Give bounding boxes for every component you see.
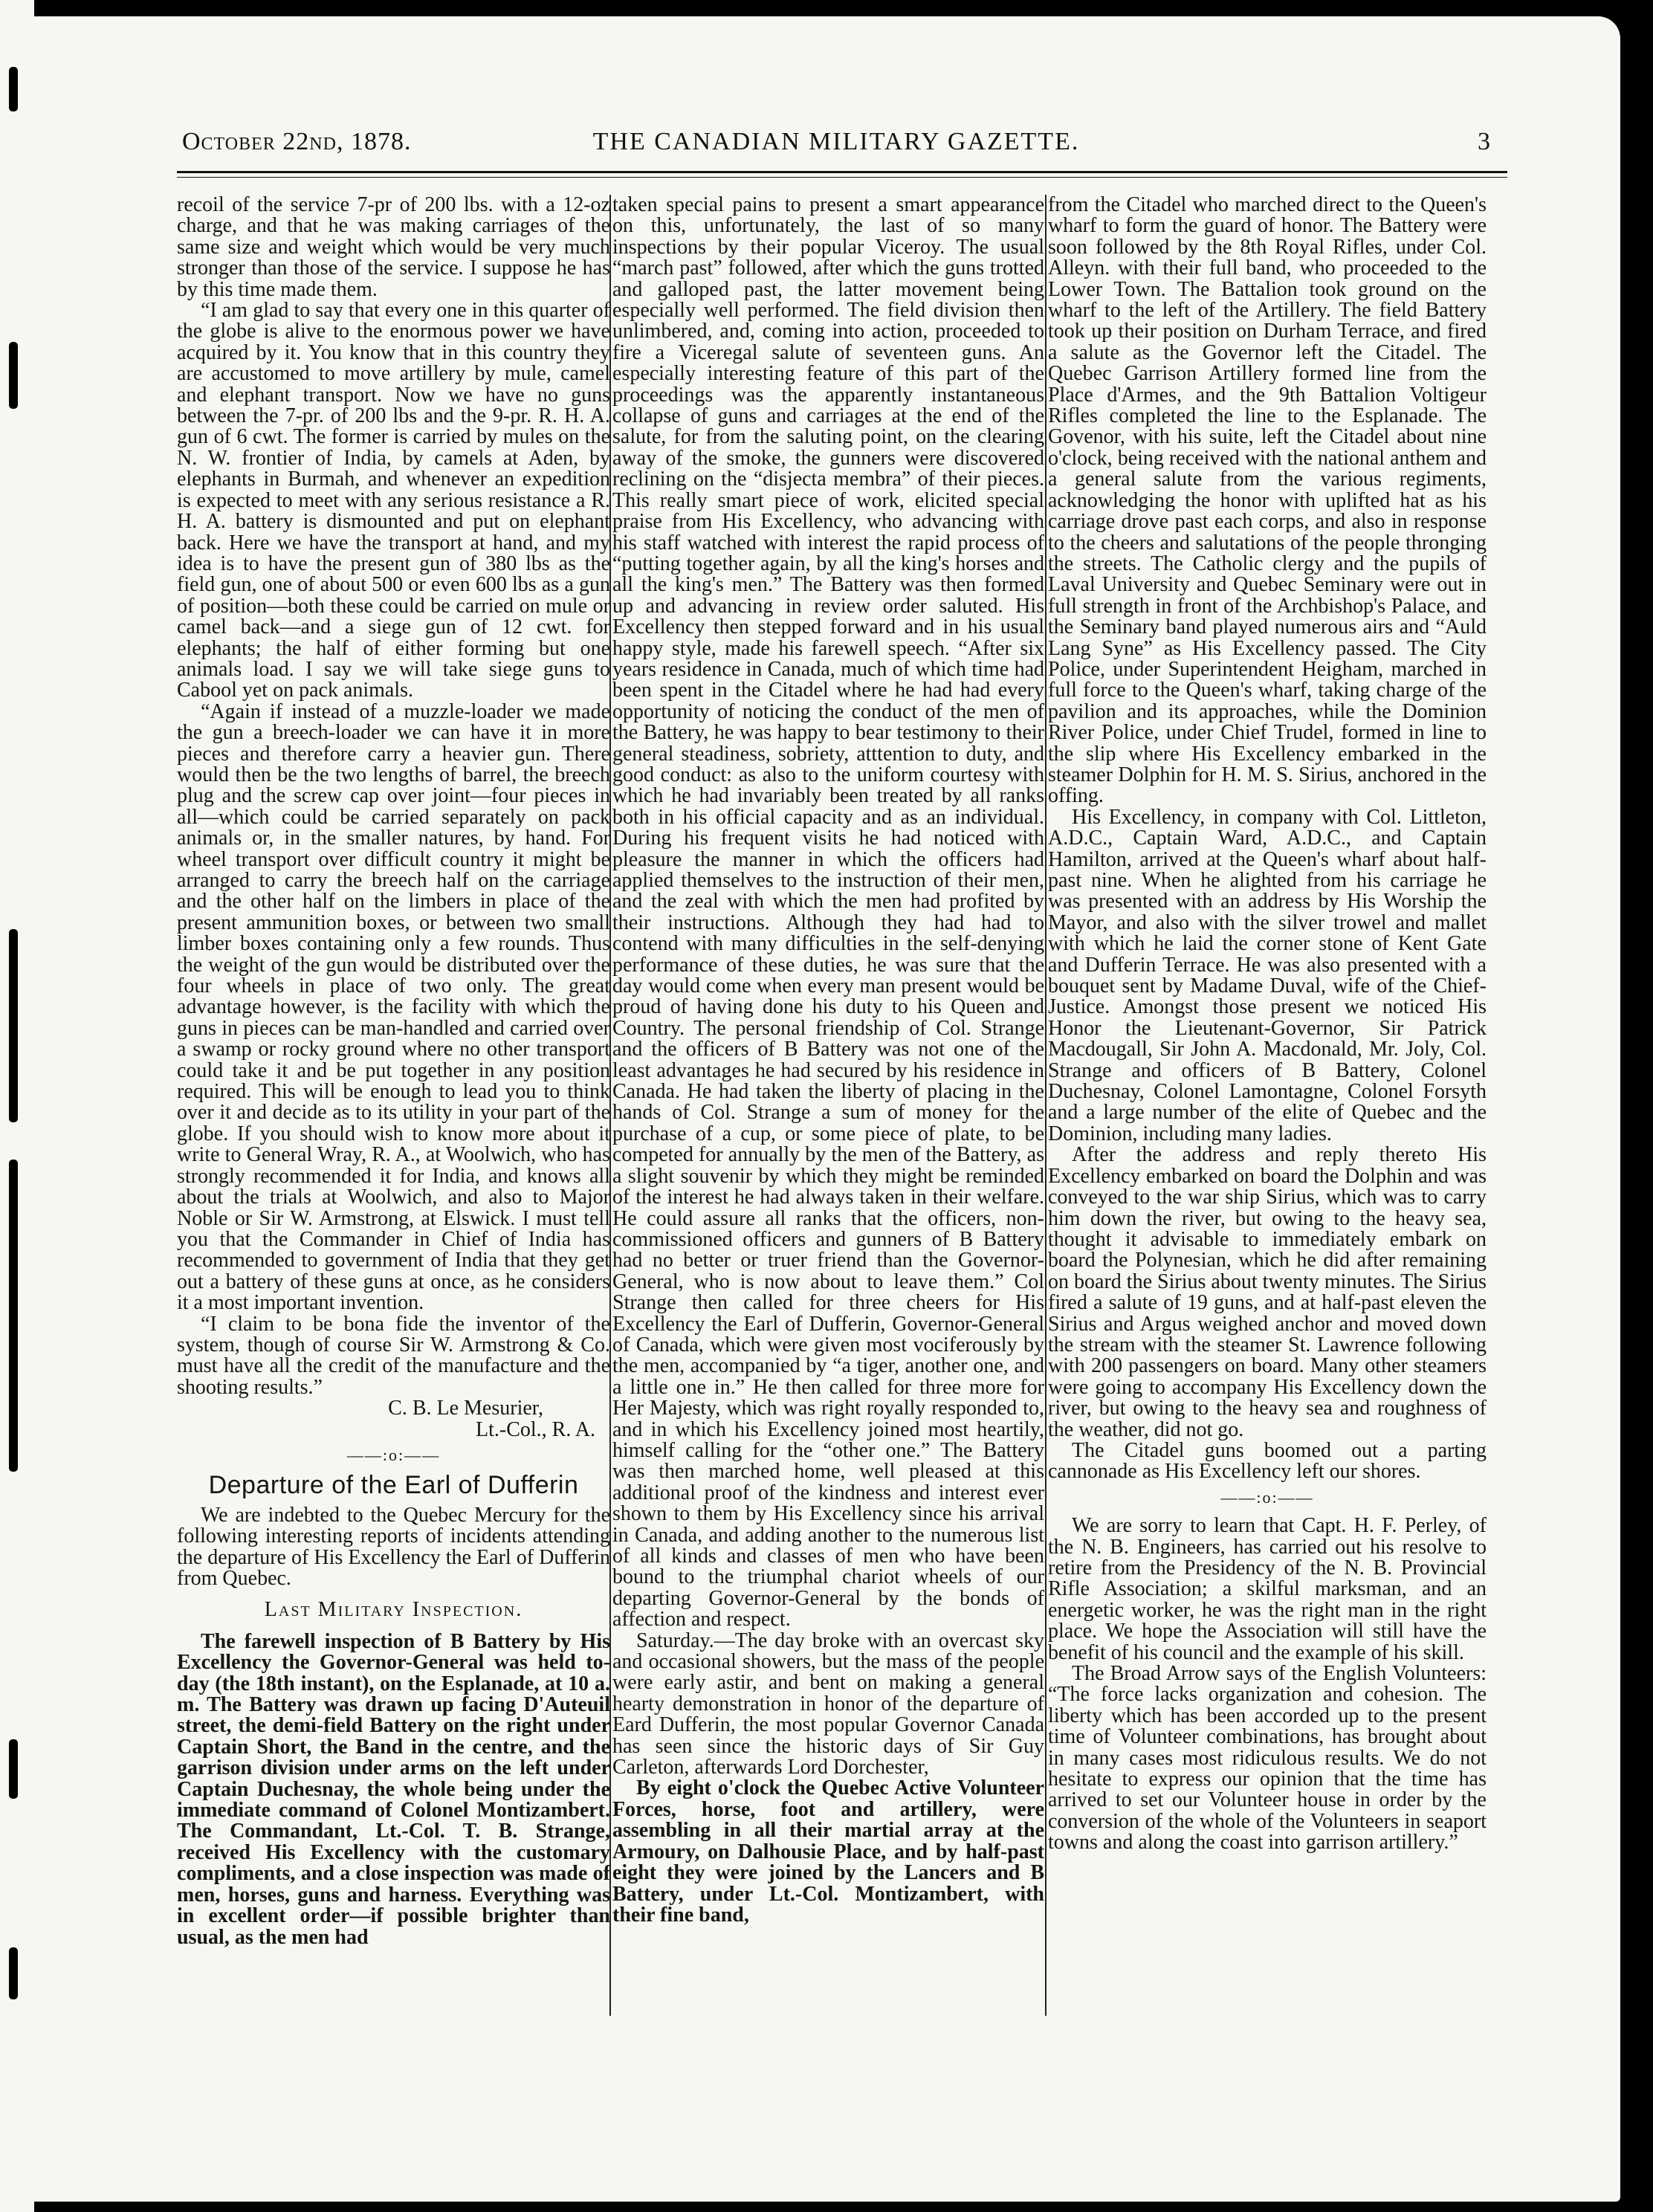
masthead-rule-thick <box>177 171 1507 173</box>
article-paragraph: The Broad Arrow says of the English Volunteers: “The force lacks organization and cohesion. The liberty which has been accorded up to the present time of Volunteer combinations, has brought about in many cases most ridiculous results. We do not hesitate to express our opinion that the time has arrived to set our Volunteer house in order by the conversion of the whole of the Volunteers in seaport towns and along the coast into garrison artillery.” <box>1048 1662 1487 1854</box>
article-paragraph: taken special pains to present a smart appearance on this, unfortunately, the last of so many inspections by their popular Viceroy. The usual “march past” followed, after which the guns trotted and galloped past, the latter movement being especially well performed. The field division then unlimbered, and, coming into action, proceeded to fire a Viceregal salute of seventeen guns. An especially interesting feature of this part of the proceedings was the apparently instantaneous collapse of guns and carriages at the end of the salute, for from the saluting point, on the clearing away of the smoke, the gunners were discovered reclining on the “disjecta membra” of their pieces. This really smart piece of work, elicited special praise from His Excellency, who advancing with his staff watched with interest the rapid process of “putting together again, by all the king's horses and all the king's men.” The Battery was then formed up and advancing in review order saluted. His Excellency then stepped forward and in his usual happy style, made his farewell speech. “After six years residence in Canada, much of which time had been spent in the Citadel where he had had every opportunity of noticing the conduct of the men of the Battery, he was happy to bear testimony to their general steadiness, sobriety, atttention to duty, and good conduct: as also to the uniform courtesy with which he had invariably been treated by all ranks both in his official capacity and as an individual. During his frequent visits he had noticed with pleasure the manner in which the officers had applied themselves to the instruction of their men, and the zeal with which the men had profited by their instructions. Although they had had to contend with many difficulties in the self-denying performance of these duties, he was sure that the day would come when every man present would be proud of having done his duty to his Queen and Country. The personal friendship of Col. Strange and the officers of B Battery was not one of the least advantages he had secured by his residence in Canada. He had taken the liberty of placing in the hands of Col. Strange a sum of money for the purchase of a cup, or some piece of plate, to be competed for annually by the men of the Battery, as a slight souvenir by which they might be reminded of the interest he had always taken in their welfare. He could assure all ranks that the officers, non-commissioned officers and gunners of B Battery had no better or truer friend than the Governor-General, who is now about to leave them.” Col Strange then called for three cheers for His Excellency the Earl of Dufferin, Governor-General of Canada, which were given most vociferously by the men, accompanied by “a tiger, another one, and a little one in.” He then called for three more for Her Majesty, which was right royally responded to, and in which his Excellency joined most heartily, himself calling for the “other one.” The Battery was then marched home, well pleased at this additional proof of the kindness and interest ever shown to them by His Excellency since his arrival in Canada, and adding another to the numerous list of all kinds and classes of men who have been bound to the triumphal chariot wheels of our departing Governor-General by the bonds of affection and respect. <box>612 195 1044 1631</box>
masthead-rule-thin <box>177 177 1507 178</box>
article-paragraph: After the address and reply thereto His Excellency embarked on board the Dolphin and was conveyed to the war ship Sirius, which was to carry him down the river, but owing to the heavy sea, thought it advisable to immediately embark on board the Polynesian, which he did after remaining on board the Sirius about twenty minutes. The Sirius fired a salute of 19 guns, and at half-past eleven the Sirius and Argus weighed anchor and moved down the stream with the steamer St. Lawrence following with 200 passengers on board. Many other steamers were going to accompany His Excellency down the river, but owing to the heavy sea and roughness of the weather, did not go. <box>1048 1143 1487 1441</box>
column-3 <box>1048 195 1487 2031</box>
article-paragraph: Saturday.—The day broke with an overcast sky and occasional showers, but the mass of the people were early astir, and bent on making a general hearty demonstration in honor of the departure of Eard Dufferin, the most popular Governor Canada has seen since the historic days of Sir Guy Carleton, afterwards Lord Dorchester, <box>612 1629 1044 1779</box>
article-paragraph: “Again if instead of a muzzle-loader we made the gun a breech-loader we can have it in more pieces and therefore carry a heavier gun. There would then be the two lengths of barrel, the breech plug and the screw cap over joint—four pieces in all—which could be carried separately on pack animals or, in the smaller natures, by hand. For wheel transport over difficult country it might be arranged to carry the breech half on the carriage and the other half on the limbers in place of the present ammunition boxes, or between two small limber boxes containing only a few rounds. Thus the weight of the gun would be distributed over the four wheels in place of two only. The great advantage however, is the facility with which the guns in pieces can be man-handled and carried over a swamp or rocky ground where no other transport could take it and be put together in any position required. This will be enough to lead you to think over it and decide as to its utility in your part of the globe. If you should wish to know more about it write to General Wray, R. A., at Woolwich, who has strongly recommended it for India, and knows all about the trials at Woolwich, and also to Major Noble or Sir W. Armstrong, at Elswick. I must tell you that the Commander in Chief of India has recommended to government of India that they get out a battery of these guns at once, as he considers it a most important invention. <box>177 699 610 1315</box>
article-subheading: Last Military Inspection. <box>264 1598 523 1622</box>
column-1 <box>177 195 610 2031</box>
binding-mark <box>9 342 18 409</box>
article-paragraph: The Citadel guns boomed out a parting cannonade as His Excellency left our shores. <box>1048 1438 1487 1484</box>
article-paragraph: recoil of the service 7-pr of 200 lbs. with a 12-oz charge, and that he was making carriages of the same size and weight which would be very much stronger than those of the service. I suppose he has by this time made them. <box>177 195 610 301</box>
masthead <box>182 128 1490 165</box>
newspaper-title: THE CANADIAN MILITARY GAZETTE. <box>592 128 1080 155</box>
binding-mark <box>9 929 18 1122</box>
article-paragraph: His Excellency, in company with Col. Littleton, A.D.C., Captain Ward, A.D.C., and Captain Hamilton, arrived at the Queen's wharf about half-past nine. When he alighted from his carriage he was presented with an address by His Worship the Mayor, and also with the silver trowel and mallet with which he laid the corner stone of Kent Gate and Dufferin Terrace. He was also presented with a bouquet sent by Madame Duval, wife of the Chief-Justice. Amongst those present we noticed His Honor the Lieutenant-Governor, Sir Patrick Macdougall, Sir John A. Macdonald, Mr. Joly, Col. Strange and officers of B Battery, Colonel Duchesnay, Colonel Lamontagne, Colonel Forsyth and a large number of the elite of Quebec and the Dominion, including many ladies. <box>1048 805 1487 1145</box>
signature-rank: Lt.-Col., R. A. <box>475 1417 595 1441</box>
article-paragraph: from the Citadel who marched direct to the Queen's wharf to form the guard of honor. The Battery were soon followed by the 8th Royal Rifles, under Col. Alleyn. with their full band, who proceeded to the Lower Town. The Battalion took ground on the wharf to the left of the Artillery. The field Battery took up their position on Durham Terrace, and fired a salute as the Governor left the Citadel. The Quebec Garrison Artillery formed line from the Place d'Armes, and the 9th Battalion Voltigeur Rifles completed the line to the Esplanade. The Govenor, with his suite, left the Citadel about nine o'clock, being received with the national anthem and a general salute from the various regiments, acknowledging the honor with uplifted hat as his carriage drove past each corps, and also in response to the cheers and salutations of the people thronging the streets. The Catholic clergy and the pupils of Laval University and Quebec Seminary were out in full strength in front of the Archbishop's Palace, and the Seminary band played numerous airs and “Auld Lang Syne” as His Excellency passed. The City Police, under Superintendent Heigham, marched in full force to the Queen's wharf, taking charge of the pavilion and its approaches, while the Dominion River Police, under Chief Trudel, formed in line to the slip where His Excellency embarked in the steamer Dolphin for H. M. S. Sirius, anchored in the offing. <box>1048 195 1487 808</box>
section-separator: ——:o:—— <box>346 1445 441 1464</box>
column-2 <box>612 195 1044 2031</box>
section-separator: ——:o:—— <box>1220 1487 1314 1507</box>
signature-name: C. B. Le Mesurier, <box>388 1397 543 1420</box>
scan-edge <box>1620 0 1653 2212</box>
article-intro: We are indebted to the Quebec Mercury for the following interesting reports of incidents attending the departure of His Excellency the Earl of Dufferin from Quebec. <box>177 1503 610 1590</box>
binding-mark <box>9 1739 18 1799</box>
binding-mark <box>9 1947 18 1999</box>
article-heading: Departure of the Earl of Dufferin <box>208 1471 579 1500</box>
article-paragraph: We are sorry to learn that Capt. H. F. Perley, of the N. B. Engineers, has carried out his resolve to retire from the Presidency of the N. B. Provincial Rifle Association; a skilful marksman, and an energetic worker, he was the right man in the right place. We hope the Association will still have the benefit of his council and the example of his skill. <box>1048 1514 1487 1664</box>
binding-mark <box>9 67 18 111</box>
page-number: 3 <box>1478 128 1490 155</box>
issue-date: October 22nd, 1878. <box>182 128 412 155</box>
article-paragraph: “I claim to be bona fide the inventor of the system, though of course Sir W. Armstrong & Co. must have all the credit of the manufacture and the shooting results.” <box>177 1312 610 1399</box>
article-paragraph: The farewell inspection of B Battery by His Excellency the Governor-General was held to-day (the 18th instant), on the Esplanade, at 10 a. m. The Battery was drawn up facing D'Auteuil street, the demi-field Battery on the right under Captain Short, the Band in the centre, and the garrison division under arms on the left under Captain Duchesnay, the whole being under the immediate command of Colonel Montizambert. The Commandant, Lt.-Col. T. B. Strange, received His Excellency with the customary compliments, and a close inspection was made of men, horses, guns and harness. Everything was in excellent order—if possible brighter than usual, as the men had <box>177 1629 610 1949</box>
column-rule <box>1045 195 1047 2016</box>
article-paragraph: “I am glad to say that every one in this quarter of the globe is alive to the enormous power we have acquired by it. You know that in this country they are accustomed to move artillery by mule, camel and elephant transport. Now we have no guns between the 7-pr. of 200 lbs and the 9-pr. R. H. A. gun of 6 cwt. The former is carried by mules on the N. W. frontier of India, by camels at Aden, by elephants in Burmah, and whenever an expedition is expected to meet with any serious resistance a R. H. A. battery is dismounted and put on elephant back. Here we have the transport at hand, and my idea is to have the present gun of 380 lbs as the field gun, one of about 500 or even 600 lbs as a gun of position—both these could be carried on mule or camel back—and a siege gun of 12 cwt. for elephants; the half of either forming but one animals load. I say we will take siege guns to Cabool yet on pack animals. <box>177 299 610 702</box>
article-paragraph: By eight o'clock the Quebec Active Volunteer Forces, horse, foot and artillery, were assembling in all their martial array at the Armoury, on Dalhousie Place, and by half-past eight they were joined by the Lancers and B Battery, under Lt.-Col. Montizambert, with their fine band, <box>612 1776 1044 1927</box>
binding-mark <box>9 1160 18 1472</box>
